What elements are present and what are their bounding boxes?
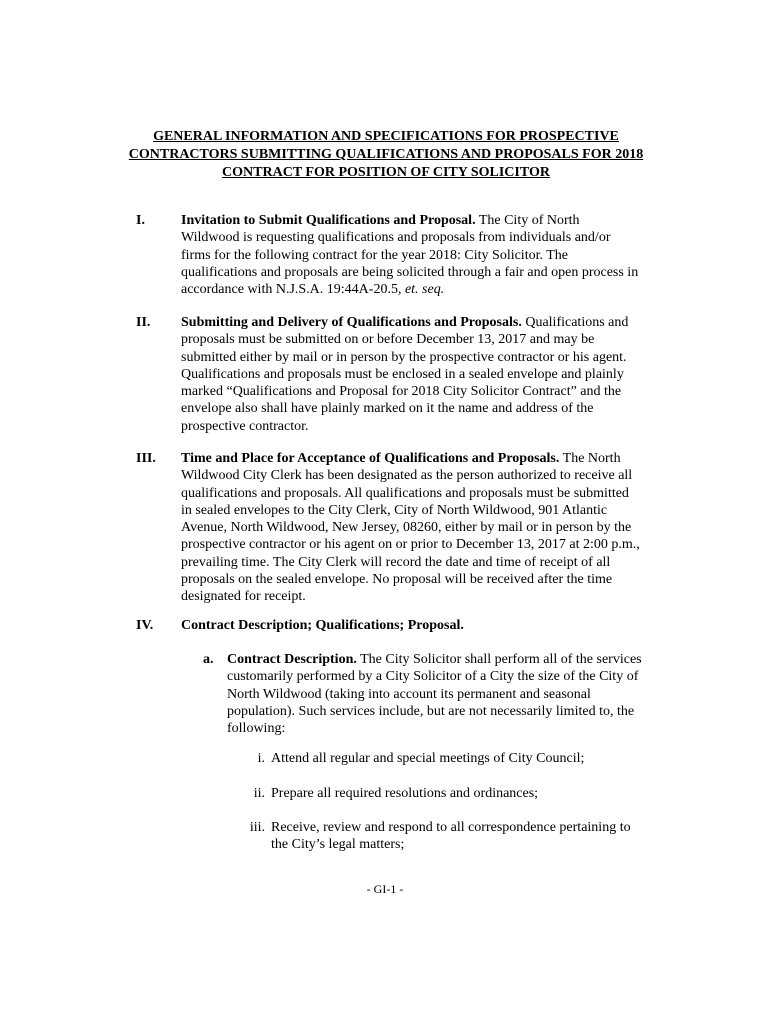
section-body (181, 314, 676, 435)
subsection-text: North Wildwood (taking into account its permanent and seasonal (227, 686, 591, 702)
section-text: in sealed envelopes to the City Clerk, City of North Wildwood, 901 Atlantic (181, 502, 608, 518)
section-text: Wildwood City Clerk has been designated as the person authorized to receive all (181, 468, 633, 484)
section-heading: Submitting and Delivery of Qualifications and Proposals. (181, 315, 522, 330)
section-text: The City of North (478, 213, 580, 228)
subsection-heading: Contract Description. (227, 652, 357, 667)
list-item-text: the City’s legal matters; (271, 837, 405, 853)
section-text: Avenue, North Wildwood, New Jersey, 08260, either by mail or in person by the (181, 520, 632, 536)
section-number: II. (136, 315, 151, 330)
section-text: Qualifications and (525, 315, 629, 330)
list-item-text: Attend all regular and special meetings of City Council; (271, 751, 585, 766)
section-text: Wildwood is requesting qualifications and proposals from individuals and/or (181, 230, 611, 246)
section-body (181, 617, 676, 634)
section-text: qualifications and proposals are being solicited through a fair and open process in (181, 264, 639, 280)
subsection-text: The City Solicitor shall perform all of the services (360, 652, 642, 667)
section-heading: Contract Description; Qualifications; Proposal. (181, 618, 464, 633)
section-text: submitted either by mail or in person by the prospective contractor or his agent. (181, 349, 627, 365)
section-2 (136, 314, 676, 435)
list-item-text: Prepare all required resolutions and ordinances; (271, 786, 539, 801)
list-item (235, 819, 655, 854)
title-line-1: GENERAL INFORMATION AND SPECIFICATIONS FOR PROSPECTIVE (153, 129, 619, 144)
page-number: - GI-1 - (366, 882, 404, 896)
section-text: Qualifications and proposals must be enclosed in a sealed envelope and plainly (181, 366, 624, 382)
section-text: qualifications and proposals. All qualifications and proposals must be submitted (181, 485, 629, 501)
subsection-body (227, 651, 683, 737)
list-item (235, 750, 655, 767)
section-text: prevailing time. The City Clerk will record the date and time of receipt of all (181, 554, 611, 570)
section-heading: Time and Place for Acceptance of Qualifications and Proposals. (181, 451, 560, 466)
section-body (181, 450, 676, 606)
section-text: prospective contractor or his agent on or prior to December 13, 2017 at 2:00 p.m., (181, 537, 640, 553)
list-item-number: iii. (249, 820, 265, 835)
section-text: The North (562, 451, 621, 466)
section-heading: Invitation to Submit Qualifications and Proposal. (181, 213, 476, 228)
title-line-3: CONTRACT FOR POSITION OF CITY SOLICITOR (222, 165, 550, 180)
section-body (181, 212, 676, 298)
section-number: I. (136, 213, 145, 228)
section-text: accordance with N.J.S.A. 19:44A-20.5, (181, 282, 402, 298)
subsection-a (203, 651, 683, 737)
section-text: prospective contractor. (181, 418, 309, 434)
section-text: designated for receipt. (181, 589, 306, 605)
section-text: firms for the following contract for the year 2018: City Solicitor. The (181, 247, 568, 263)
subsection-text: following: (227, 721, 286, 737)
section-3 (136, 450, 676, 606)
section-text: proposals must be submitted on or before December 13, 2017 and may be (181, 332, 595, 348)
subsection-label: a. (203, 652, 214, 667)
list-item-text: Receive, review and respond to all correspondence pertaining to (271, 820, 631, 835)
section-text: marked “Qualifications and Proposal for 2018 City Solicitor Contract” and the (181, 384, 622, 400)
subsection-text: customarily performed by a City Solicitor of a City the size of the City of (227, 669, 639, 685)
section-4 (136, 617, 676, 634)
section-1 (136, 212, 676, 298)
list-item (235, 785, 655, 802)
list-item-number: i. (257, 751, 265, 766)
subsection-text: population). Such services include, but are not necessarily limited to, the (227, 703, 635, 719)
italic-text: et. seq. (404, 282, 445, 298)
title-line-2: CONTRACTORS SUBMITTING QUALIFICATIONS AND PROPOSALS FOR 2018 (128, 147, 644, 162)
section-number: III. (136, 451, 156, 466)
section-number: IV. (136, 618, 154, 633)
document-title (96, 128, 676, 182)
section-text: envelope also shall have plainly marked on it the name and address of the (181, 401, 594, 417)
list-item-number: ii. (253, 786, 265, 801)
section-text: proposals on the sealed envelope. No proposal will be received after the time (181, 572, 613, 588)
